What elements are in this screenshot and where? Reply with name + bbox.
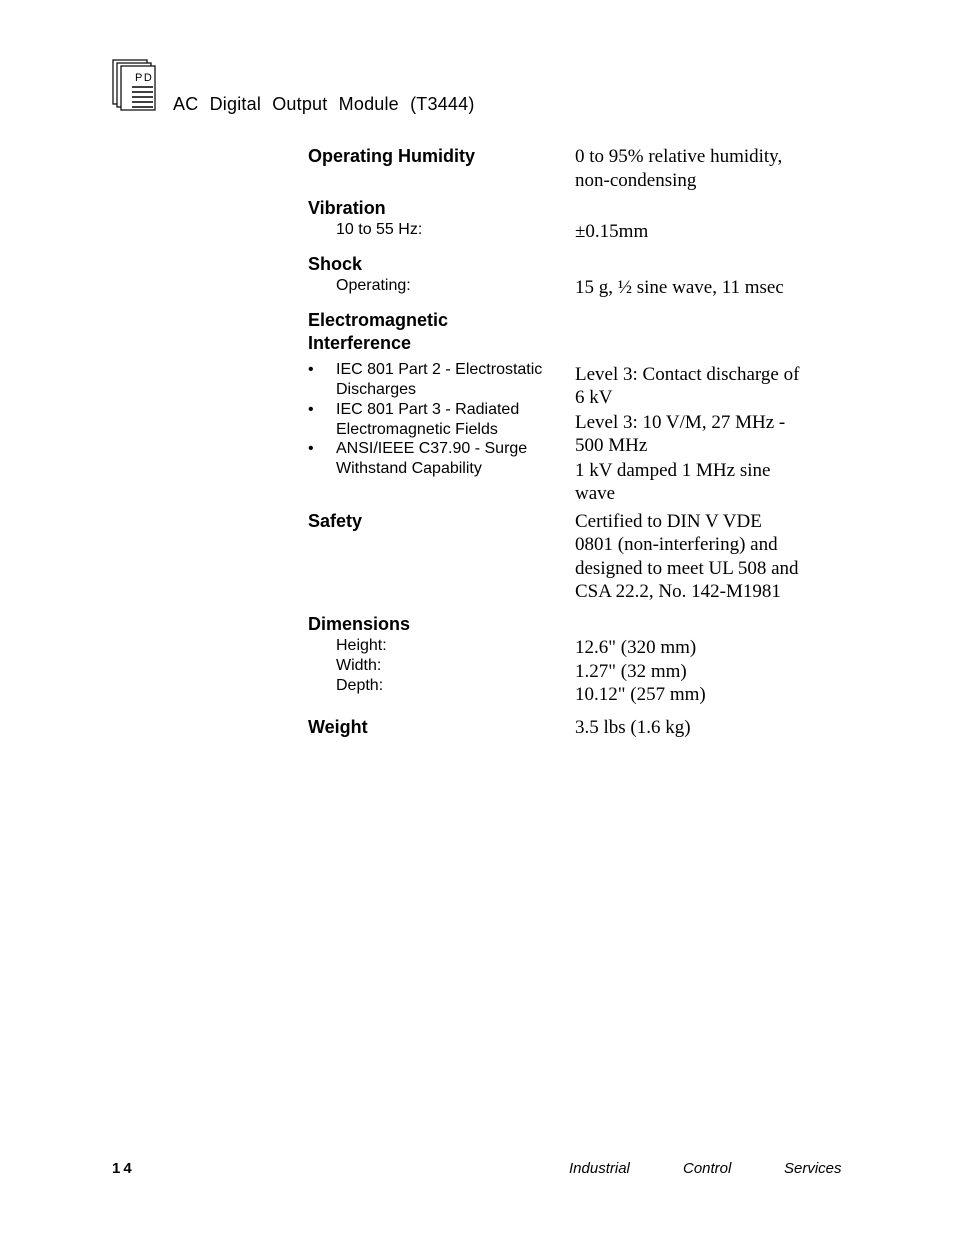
safety-label: Safety <box>308 511 363 531</box>
vibration-label: Vibration <box>308 198 386 218</box>
safety-value-line-1: Certified to DIN V VDE <box>575 511 762 532</box>
weight-label: Weight <box>308 717 368 737</box>
safety-value-line-4: CSA 22.2, No. 142-M1981 <box>575 581 781 602</box>
weight-value: 3.5 lbs (1.6 kg) <box>575 717 691 738</box>
footer-word-services: Services <box>784 1160 842 1177</box>
dimensions-depth-value: 10.12" (257 mm) <box>575 684 706 705</box>
dimensions-height-label: Height: <box>336 637 387 654</box>
bullet-icon: • <box>308 440 314 457</box>
emi-item-1-value-line-1: Level 3: Contact discharge of <box>575 364 800 385</box>
shock-value: 15 g, ½ sine wave, 11 msec <box>575 277 784 298</box>
emi-item-3-value-line-1: 1 kV damped 1 MHz sine <box>575 460 771 481</box>
pd-document-logo-icon <box>112 59 156 111</box>
dimensions-depth-label: Depth: <box>336 677 384 694</box>
shock-sub-label: Operating: <box>336 277 411 294</box>
safety-value-line-2: 0801 (non-interfering) and <box>575 534 778 555</box>
humidity-label: Operating Humidity <box>308 146 476 166</box>
bullet-icon: • <box>308 401 314 418</box>
emi-item-2-value-line-2: 500 MHz <box>575 435 648 456</box>
emi-label-line-2: Interference <box>308 333 412 353</box>
emi-item-2-value-line-1: Level 3: 10 V/M, 27 MHz - <box>575 412 786 433</box>
emi-label-line-1: Electromagnetic <box>308 310 449 330</box>
emi-item-3-line-2: Withstand Capability <box>336 460 482 477</box>
vibration-sub-label: 10 to 55 Hz: <box>336 221 423 238</box>
emi-item-1-line-1: IEC 801 Part 2 - Electrostatic <box>336 361 543 378</box>
page-number: 14 <box>112 1160 135 1177</box>
safety-value-line-3: designed to meet UL 508 and <box>575 558 799 579</box>
emi-item-3-value-line-2: wave <box>575 483 616 504</box>
footer-word-control: Control <box>683 1160 732 1177</box>
dimensions-width-label: Width: <box>336 657 382 674</box>
dimensions-height-value: 12.6" (320 mm) <box>575 637 697 658</box>
emi-item-2-line-1: IEC 801 Part 3 - Radiated <box>336 401 520 418</box>
dimensions-width-value: 1.27" (32 mm) <box>575 661 687 682</box>
emi-item-3-line-1: ANSI/IEEE C37.90 - Surge <box>336 440 528 457</box>
humidity-value-line-2: non-condensing <box>575 170 697 191</box>
emi-item-1-value-line-2: 6 kV <box>575 387 613 408</box>
page-header-title: AC Digital Output Module (T3444) <box>173 94 475 114</box>
dimensions-label: Dimensions <box>308 614 411 634</box>
shock-label: Shock <box>308 254 363 274</box>
emi-item-1-line-2: Discharges <box>336 381 417 398</box>
logo-text: PD <box>135 72 154 84</box>
bullet-icon: • <box>308 361 314 378</box>
vibration-value: ±0.15mm <box>575 221 649 242</box>
emi-item-2-line-2: Electromagnetic Fields <box>336 421 498 438</box>
humidity-value-line-1: 0 to 95% relative humidity, <box>575 146 783 167</box>
footer-word-industrial: Industrial <box>569 1160 630 1177</box>
